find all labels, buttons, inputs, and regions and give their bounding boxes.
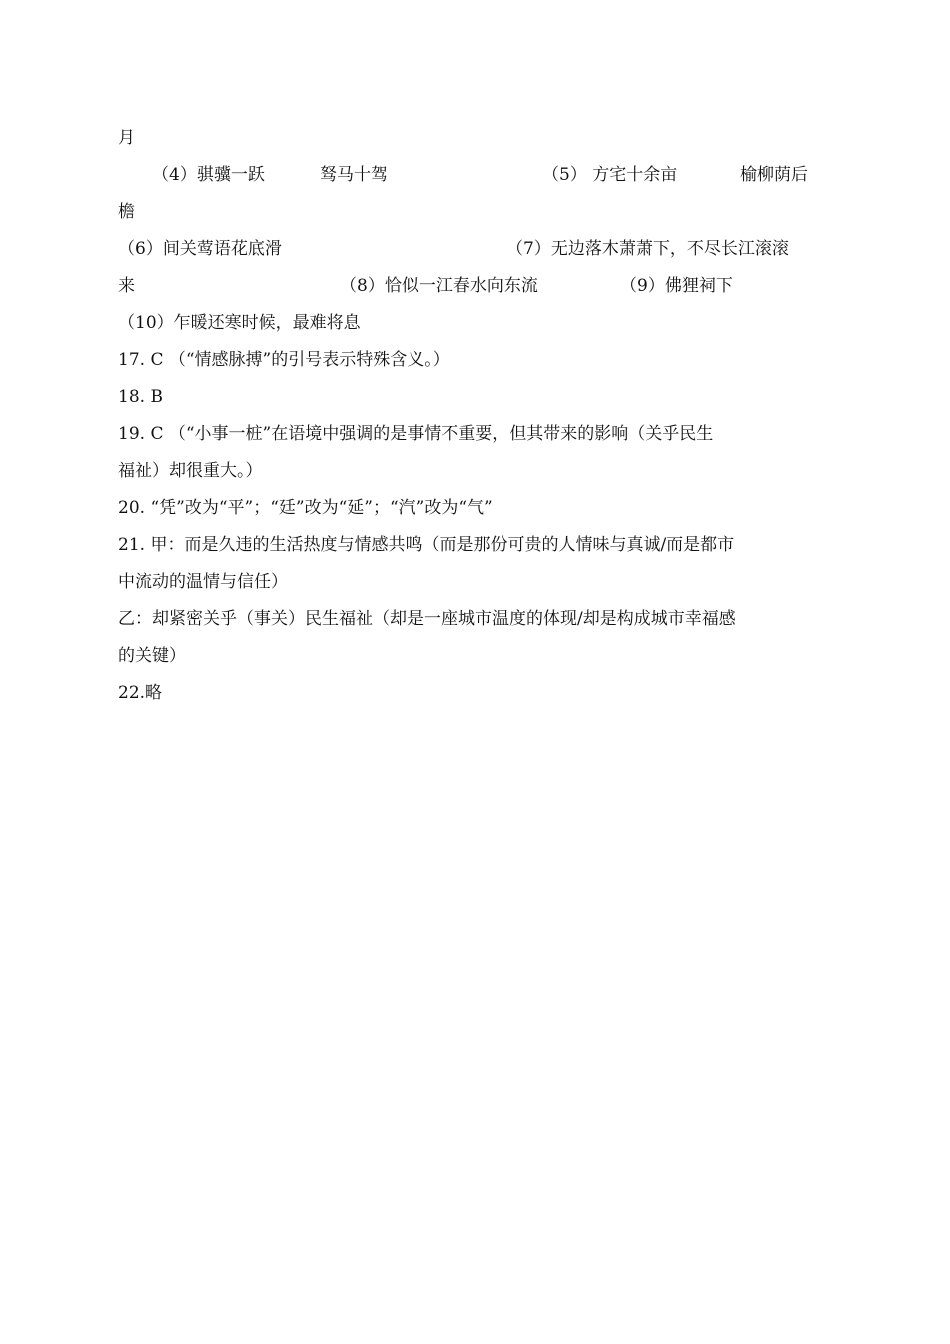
answer-9: （9）佛狸祠下 bbox=[620, 276, 733, 296]
text-line-12 bbox=[118, 527, 818, 564]
answer-22: 22.略 bbox=[118, 683, 163, 703]
answer-4b: 驽马十驾 bbox=[320, 165, 388, 185]
answer-18: 18. B bbox=[118, 387, 163, 407]
answer-20: 20. “凭”改为“平”；“廷”改为“延”；“汽”改为“气” bbox=[118, 498, 493, 518]
text-line-13 bbox=[118, 564, 818, 601]
text-line-15 bbox=[118, 638, 818, 675]
text-line-11 bbox=[118, 490, 818, 527]
answer-17: 17. C （“情感脉搏”的引号表示特殊含义。） bbox=[118, 350, 450, 370]
answer-21-a-cont: 中流动的温情与信任） bbox=[118, 572, 288, 592]
text-line-7 bbox=[118, 342, 818, 379]
answer-19-cont: 福祉）却很重大。） bbox=[118, 461, 263, 481]
answer-6: （6）间关莺语花底滑 bbox=[118, 239, 282, 259]
text-line-8 bbox=[118, 379, 818, 416]
answer-21-a: 21. 甲：而是久违的生活热度与情感共鸣（而是那份可贵的人情味与真诚/而是都市 bbox=[118, 535, 735, 555]
answer-5b: 榆柳荫后 bbox=[740, 165, 808, 185]
text-line-4 bbox=[118, 231, 818, 268]
answer-8: （8）恰似一江春水向东流 bbox=[340, 276, 538, 296]
text-line-6 bbox=[118, 305, 818, 342]
text-line-2 bbox=[118, 157, 818, 194]
answer-7-cont: 来 bbox=[118, 276, 135, 296]
text-line-14 bbox=[118, 601, 818, 638]
answer-5a: （5） 方宅十余亩 bbox=[542, 165, 678, 185]
line-text: 月 bbox=[118, 128, 135, 148]
answer-page bbox=[118, 120, 818, 712]
answer-21-b: 乙：却紧密关乎（事关）民生福祉（却是一座城市温度的体现/却是构成城市幸福感 bbox=[118, 609, 736, 629]
answer-19: 19. C （“小事一桩”在语境中强调的是事情不重要，但其带来的影响（关乎民生 bbox=[118, 424, 714, 444]
answer-21-b-cont: 的关键） bbox=[118, 646, 186, 666]
line-text: 檐 bbox=[118, 202, 135, 222]
text-line-3 bbox=[118, 194, 818, 231]
answer-10: （10）乍暖还寒时候，最难将息 bbox=[118, 313, 361, 333]
text-line-5 bbox=[118, 268, 818, 305]
text-line-9 bbox=[118, 416, 818, 453]
answer-4a: （4）骐骥一跃 bbox=[152, 165, 265, 185]
answer-7: （7）无边落木萧萧下，不尽长江滚滚 bbox=[506, 239, 789, 259]
text-line-16 bbox=[118, 675, 818, 712]
text-line-10 bbox=[118, 453, 818, 490]
text-line-1 bbox=[118, 120, 818, 157]
